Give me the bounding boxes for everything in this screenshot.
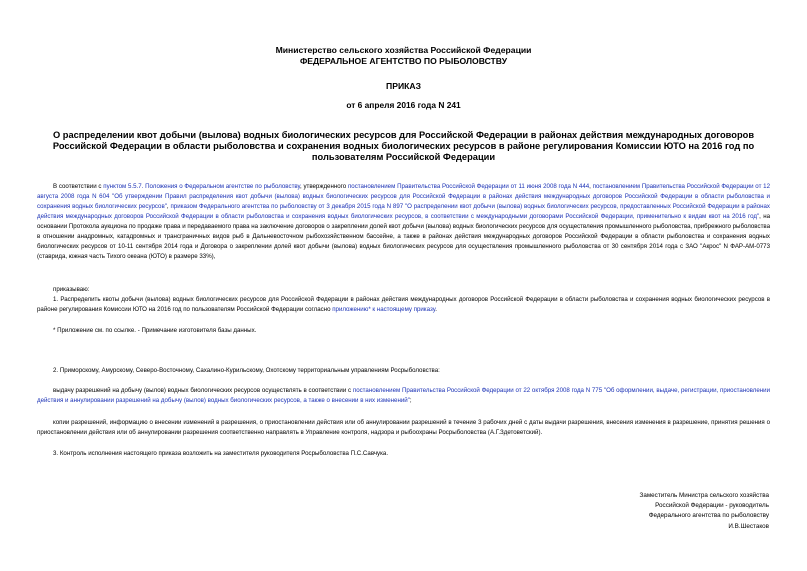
preamble-text-1: В соответствии с [53,183,104,190]
ministry-name: Министерство сельского хозяйства Российской Федерации [275,45,532,55]
ordered-clause: приказываю: [53,286,90,293]
preamble-text-3: , [589,183,593,190]
item-2a-tail: ; [409,397,412,404]
link-resolution-775[interactable]: постановлением Правительства Российской Федерации от 22 октября 2008 года N 775 "Об оформлении, выдаче, регистрации, приостановлении действия и аннулировании разрешений на добычу (вылов) водных биологических ресурсов, а также о внесении в них изменений" [37,387,770,404]
item-1 [37,295,770,315]
item-2-subparagraph-b: копии разрешений, информацию о внесении изменений в разрешения, о приостановлении действия или об аннулировании разрешений в течение 3 рабочих дней с даты выдачи разрешения, внесения изменения в разрешение, принятия решения о приостановлении действия или об аннулировании разрешения соответственно направлять в Управление контроля, надзора и рыбоохраны Росрыболовства (А.Г.Здетоветский). [37,419,770,436]
item-3: 3. Контроль исполнения настоящего приказа возложить на заместителя руководителя Росрыболовства П.С.Савчука. [53,450,389,457]
preamble-paragraph [37,182,770,262]
signature-block [529,491,769,532]
signature-position-line-3: Федерального агентства по рыболовству [648,512,769,520]
item-2: 2. Приморскому, Амурскому, Северо-Восточному, Сахалино-Курильскому, Охотскому территориальным управлениям Росрыболовства: [53,367,440,374]
link-order-897[interactable]: приказом Федерального агентства по рыболовству от 3 декабря 2015 года N 897 "О распределении квот добычи (вылова) водных биологических ресурсов, предоставленных Российской Федерации в районах действия международных договоров Российской Федерации в области рыболовства и сохранения водных биологических ресурсов, в соответствии с международными договорами Российской Федерации, применительно к видам квот на 2016 год" [37,203,770,220]
link-resolution-604[interactable]: постановлением Правительства Российской Федерации от 12 августа 2008 года N 604 "Об утверждении Правил распределения квот добычи (вылова) водных биологических ресурсов для Российской Федерации в районах действия международных договоров Российской Федерации в области рыболовства и сохранения водных биологических ресурсов" [37,183,771,210]
item-2-subparagraph-a [37,386,770,406]
document-type: ПРИКАЗ [386,81,421,91]
item-1-tail: . [435,306,437,313]
document-heading: О распределении квот добычи (вылова) водных биологических ресурсов для Российской Федерации в районах действия международных договоров Российской Федерации в области рыболовства и сохранения водных биологических ресурсов в районе регулирования Комиссии ЮТО на 2016 год по пользователям Российской Федерации [52,130,755,163]
preamble-text-5: , на основании Протокола аукциона по продаже права и передаваемого права на заключение договоров о закреплении долей квот добычи (вылова) водных биологических ресурсов для осуществления промышленного рыболовства, прибрежного рыболовства в отношении анадромных, катадромных и трансграничных видов рыб в Дальневосточном рыбохозяйственном бассейне, а также в районах действия международных договоров Российской Федерации в области рыболовства и сохранения водных биологических ресурсов от 10-11 сентября 2014 года и Договора о закреплении долей квот добычи (вылова) водных биологических ресурсов для осуществления промышленного рыболовства от 30 сентября 2014 года с ЗАО "Акрос" N ФАР-АМ-0773 (ставрида, южная часть Тихого океана (ЮТО) в размере 33%), [37,213,771,260]
item-2a-text: выдачу разрешений на добычу (вылов) водных биологических ресурсов осуществлять в соответствии с [53,387,353,394]
footnote: * Приложение см. по ссылке. - Примечание изготовителя базы данных. [53,327,257,334]
preamble-text-4: , [166,203,171,210]
link-appendix[interactable]: приложению* к настоящему приказу [332,306,436,313]
signature-position-line-2: Российской Федерации - руководитель [655,502,769,510]
preamble-text-2: , утвержденного [299,183,348,190]
signature-position-line-1: Заместитель Министра сельского хозяйства [639,492,769,499]
agency-name: ФЕДЕРАЛЬНОЕ АГЕНТСТВО ПО РЫБОЛОВСТВУ [299,56,508,66]
item-1-text: 1. Распределить квоты добычи (вылова) водных биологических ресурсов для Российской Федерации в районах действия международных договоров Российской Федерации в области рыболовства и сохранения водных биологических ресурсов в районе регулирования Комиссии ЮТО на 2016 год по пользователям Российской Федерации согласно [37,296,770,313]
link-regulation-clause[interactable]: пунктом 5.5.7. Положения о Федеральном агентстве по рыболовству [103,183,300,190]
signatory-name: И.В.Шестаков [728,522,769,530]
link-resolution-444[interactable]: постановлением Правительства Российской Федерации от 11 июня 2008 года N 444 [347,183,590,190]
document-date: от 6 апреля 2016 года N 241 [346,100,461,110]
